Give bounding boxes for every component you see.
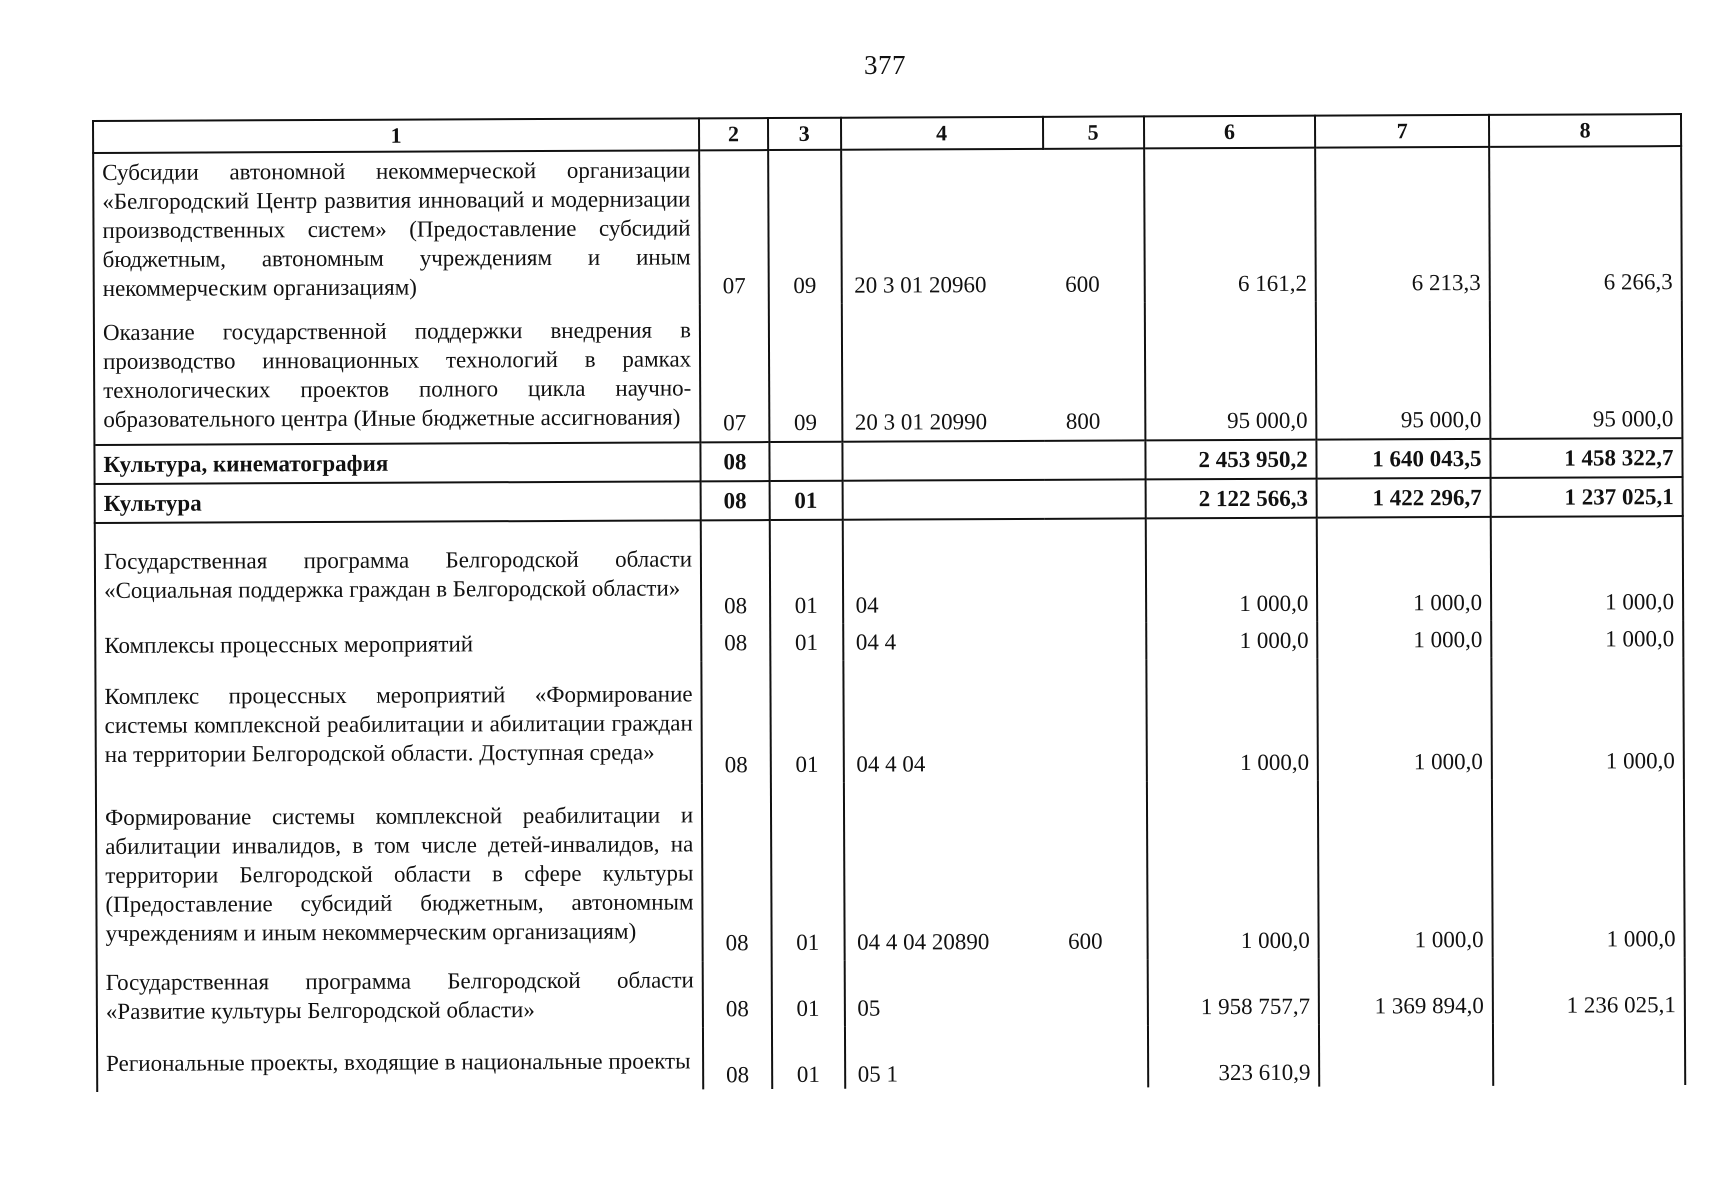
row-amount-7: 95 000,0 <box>1316 301 1490 440</box>
row-target-code <box>842 480 1044 520</box>
header-col-8: 8 <box>1489 114 1681 147</box>
row-subsection: 01 <box>770 661 843 783</box>
row-amount-8: 1 000,0 <box>1492 779 1685 958</box>
row-expense-type <box>1045 659 1147 781</box>
row-name: Государственная программа Белгородской области «Социальная поддержка граждан в Белгородской области» <box>95 520 702 627</box>
row-subsection: 01 <box>770 520 843 624</box>
row-subsection: 09 <box>768 150 841 304</box>
header-col-4: 4 <box>840 117 1042 150</box>
row-amount-7: 1 640 043,5 <box>1317 439 1491 479</box>
row-target-code: 20 3 01 20960 <box>841 149 1044 304</box>
row-section: 07 <box>699 150 768 304</box>
row-section: 08 <box>703 961 772 1027</box>
row-amount-8: 1 237 025,1 <box>1491 477 1683 517</box>
row-expense-type <box>1046 1025 1147 1087</box>
row-name: Региональные проекты, входящие в национальные проекты <box>97 1027 703 1092</box>
row-target-code <box>842 441 1044 481</box>
row-amount-8: 95 000,0 <box>1490 300 1683 439</box>
header-col-6: 6 <box>1144 116 1316 149</box>
row-section: 08 <box>701 624 770 661</box>
row-section: 08 <box>703 1027 772 1089</box>
row-name: Комплекс процессных мероприятий «Формирование системы комплексной реабилитации и абилитации граждан на территории Белгородской области. Доступная среда» <box>95 661 702 786</box>
row-subsection: 01 <box>770 624 843 661</box>
header-col-1: 1 <box>93 118 699 153</box>
row-subsection: 01 <box>771 783 844 961</box>
row-section: 08 <box>701 520 770 624</box>
row-target-code: 04 <box>842 519 1044 624</box>
row-amount-8: 1 000,0 <box>1491 516 1683 621</box>
row-expense-type <box>1044 440 1145 479</box>
row-amount-8 <box>1493 1023 1685 1086</box>
budget-table <box>92 113 1686 1092</box>
row-subsection: 01 <box>769 481 842 520</box>
row-amount-8: 1 000,0 <box>1491 657 1684 780</box>
row-expense-type: 600 <box>1043 148 1145 302</box>
row-amount-6: 2 122 566,3 <box>1145 479 1317 519</box>
row-amount-8: 1 000,0 <box>1491 620 1683 658</box>
row-amount-6: 95 000,0 <box>1144 302 1316 441</box>
row-target-code: 20 3 01 20990 <box>841 303 1044 442</box>
row-amount-7: 1 422 296,7 <box>1317 478 1491 518</box>
row-subsection: 01 <box>772 1027 845 1089</box>
row-amount-7: 1 000,0 <box>1317 621 1491 659</box>
row-subsection: 01 <box>771 961 844 1027</box>
row-amount-6: 1 958 757,7 <box>1147 959 1319 1026</box>
table-row-subsection-total <box>95 477 1683 523</box>
row-section: 08 <box>701 442 770 481</box>
row-name: Оказание государственной поддержки внедрения в производство инновационных технологий в рамках технологических проектов полного цикла научно-образовательного центра (Иные бюджетные ассигнования) <box>94 304 701 445</box>
table-row <box>94 300 1683 445</box>
table-row <box>93 146 1682 307</box>
row-section: 08 <box>702 783 771 961</box>
table-row <box>95 516 1683 627</box>
table-row <box>95 657 1684 786</box>
row-amount-8: 6 266,3 <box>1489 146 1682 301</box>
row-section: 08 <box>701 661 770 783</box>
row-name: Формирование системы комплексной реабилитации и абилитации инвалидов, в том числе детей-инвалидов, на территории Белгородской области в сфере культуры (Предоставление субсидий бюджетным, автономным учреждениям и иным некоммерческим организациям) <box>96 783 703 964</box>
row-expense-type <box>1044 518 1145 622</box>
table-row <box>97 1023 1685 1092</box>
row-name: Культура <box>95 481 701 523</box>
row-target-code: 05 1 <box>844 1026 1046 1089</box>
row-amount-7: 6 213,3 <box>1315 147 1489 302</box>
row-name: Комплексы процессных мероприятий <box>95 624 701 664</box>
header-col-2: 2 <box>699 118 768 150</box>
row-amount-6: 1 000,0 <box>1146 622 1318 660</box>
row-amount-6: 1 000,0 <box>1146 659 1318 782</box>
row-expense-type: 800 <box>1043 302 1145 440</box>
row-subsection <box>769 442 842 481</box>
row-target-code: 04 4 04 20890 <box>843 782 1046 961</box>
row-amount-7: 1 000,0 <box>1318 780 1493 959</box>
header-col-3: 3 <box>768 118 841 150</box>
row-target-code: 05 <box>844 960 1046 1027</box>
row-amount-6: 1 000,0 <box>1146 781 1318 960</box>
row-amount-6: 1 000,0 <box>1145 518 1317 623</box>
table-row <box>96 779 1685 964</box>
row-amount-7 <box>1319 1024 1493 1087</box>
table-row-section-total <box>94 438 1682 484</box>
row-section: 08 <box>701 481 770 520</box>
table-body <box>93 146 1685 1092</box>
row-expense-type <box>1046 959 1147 1025</box>
row-amount-7: 1 369 894,0 <box>1319 958 1493 1025</box>
row-expense-type: 600 <box>1045 781 1147 959</box>
row-amount-6: 6 161,2 <box>1144 148 1316 303</box>
row-subsection: 09 <box>769 304 842 442</box>
row-amount-6: 2 453 950,2 <box>1145 440 1317 480</box>
row-name: Государственная программа Белгородской области «Развитие культуры Белгородской области» <box>97 961 703 1030</box>
row-expense-type <box>1044 479 1145 518</box>
row-amount-8: 1 236 025,1 <box>1493 957 1685 1024</box>
row-target-code: 04 4 <box>843 623 1045 661</box>
row-amount-8: 1 458 322,7 <box>1490 438 1682 478</box>
page-number: 377 <box>864 50 906 80</box>
row-amount-6: 323 610,9 <box>1148 1025 1320 1088</box>
row-name: Культура, кинематография <box>94 442 700 484</box>
table-row <box>97 957 1685 1030</box>
row-expense-type <box>1045 622 1146 659</box>
row-amount-7: 1 000,0 <box>1317 517 1491 622</box>
row-target-code: 04 4 04 <box>843 660 1046 783</box>
row-section: 07 <box>700 304 769 442</box>
header-col-5: 5 <box>1043 116 1144 148</box>
header-col-7: 7 <box>1315 115 1489 148</box>
row-name: Субсидии автономной некоммерческой организации «Белгородский Центр развития инноваций и модернизации производственных систем» (Предоставление субсидий бюджетным, автономным учреждениям и иным некоммерческим организациям) <box>93 150 700 307</box>
row-amount-7: 1 000,0 <box>1318 658 1492 781</box>
